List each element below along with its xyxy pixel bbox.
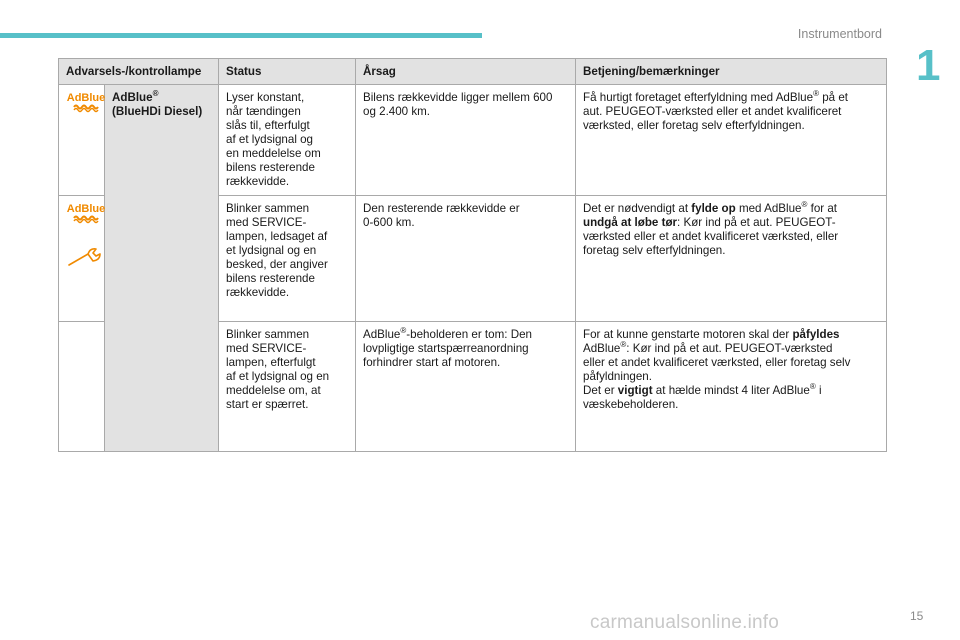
lamp-name: [105, 85, 219, 452]
header-action: Betjening/bemærkninger: [576, 59, 887, 85]
registered-mark: ®: [620, 340, 627, 350]
lamp-cell: [59, 196, 105, 322]
adblue-icon-text: AdBlue: [66, 203, 106, 215]
registered-mark: ®: [400, 326, 407, 336]
section-number: 1: [916, 41, 941, 90]
action-text: AdBlue: [583, 342, 621, 355]
lamp-cell: [59, 322, 105, 452]
header-status: Status: [219, 59, 356, 85]
wrench-icon: [66, 246, 102, 268]
page-number: 15: [910, 609, 924, 623]
header-cause: Årsag: [356, 59, 576, 85]
lamp-name-line1: AdBlue: [112, 91, 153, 104]
table-header-row: [59, 59, 887, 85]
action-text: Få hurtigt foretaget efterfyldning med AdBlue: [583, 91, 814, 104]
action-text: for at: [810, 202, 838, 215]
registered-mark: ®: [809, 382, 816, 392]
header-lamp: Advarsels-/kontrollampe: [59, 59, 219, 85]
cause-text: AdBlue: [363, 328, 401, 341]
action-text: med AdBlue: [735, 202, 802, 215]
status-cell: Lyser konstant, når tændingen slås til, efterfulgt af et lydsignal og en meddelelse om bilens resterende rækkevidde.: [219, 85, 356, 196]
section-accent-bar: [0, 33, 482, 38]
status-cell: Blinker sammen med SERVICE- lampen, efterfulgt af et lydsignal og en meddelelse om, at start er spærret.: [219, 322, 356, 452]
adblue-icon: [66, 202, 106, 224]
section-title: Instrumentbord: [797, 27, 882, 41]
status-cell: Blinker sammen med SERVICE- lampen, ledsaget af et lydsignal og en besked, der angiver bilens resterende rækkevidde.: [219, 196, 356, 322]
lamp-cell: [59, 85, 105, 196]
registered-mark: ®: [801, 200, 808, 210]
action-emphasis: påfyldes: [792, 328, 840, 341]
action-text: på et aut. PEUGEOT-værksted eller et andet kvalificeret værksted, eller foretag selv efterfyldningen.: [583, 91, 849, 132]
registered-mark: ®: [152, 89, 159, 99]
action-text: For at kunne genstarte motoren skal der: [583, 328, 793, 341]
cause-cell: [356, 322, 576, 452]
adblue-icon-text: AdBlue: [66, 92, 106, 104]
action-text: i væskebeholderen.: [583, 384, 822, 411]
action-emphasis: fylde op: [691, 202, 736, 215]
watermark: carmanualsonline.info: [590, 612, 780, 633]
action-cell: [576, 85, 887, 196]
table-row: [59, 85, 887, 196]
action-text: at hælde mindst 4 liter AdBlue: [652, 384, 810, 397]
registered-mark: ®: [813, 89, 819, 99]
action-emphasis: vigtigt: [617, 384, 653, 397]
cause-cell: Den resterende rækkevidde er 0-600 km.: [356, 196, 576, 322]
warning-lamp-table: [58, 58, 887, 452]
lamp-name-line2: (BlueHDi Diesel): [112, 105, 203, 118]
action-text: Det er nødvendigt at: [583, 202, 692, 215]
adblue-icon: [66, 91, 106, 113]
action-text: : Kør ind på et aut. PEUGEOT- værksted eller et andet kvalificeret værksted, eller foretag selv efterfyldningen.: [583, 216, 839, 257]
action-cell: [576, 322, 887, 452]
cause-cell: Bilens rækkevidde ligger mellem 600 og 2.400 km.: [356, 85, 576, 196]
action-cell: [576, 196, 887, 322]
action-emphasis: undgå at løbe tør: [583, 216, 678, 229]
action-text: : Kør ind på et aut. PEUGEOT-værksted eller et andet kvalificeret værksted, eller foretag selv påfyldningen. Det er: [583, 342, 851, 397]
cause-text: -beholderen er tom: Den lovpligtige startspærreanordning forhindrer start af motoren.: [363, 328, 532, 369]
